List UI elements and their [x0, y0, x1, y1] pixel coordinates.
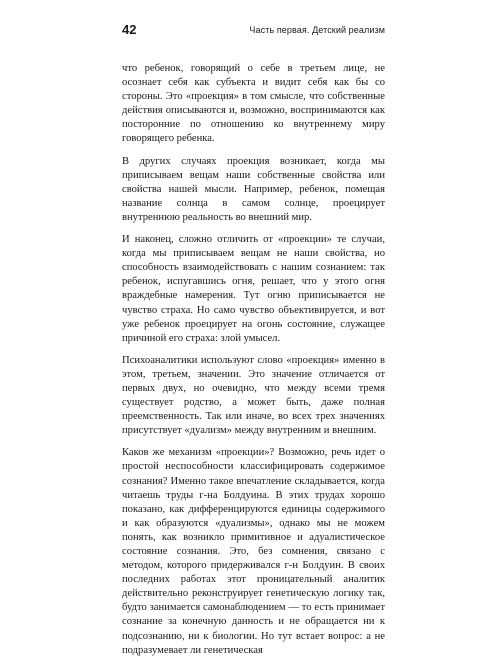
- paragraph-5: Каков же механизм «проекции»? Возможно, речь идет о простой неспособности классифицировать содержимое сознания? Именно такое впечатление складывается, когда читаешь труды г-на Болдуина. В этих трудах хорошо показано, как дифференцируются единицы содержимого и как образуются «дуализмы», однако мы не можем понять, как возникло примитивное и адуалистическое состояние сознания. Это, без сомнения, связано с методом, которого придерживался г-н Болдуин. В своих последних работах этот проницательный аналитик действительно реконструирует генетическую логику так, будто занимается самонаблюдением — то есть принимает сознание за конечную данность и не обращается ни к подсознанию, ни к биологии. Но тут встает вопрос: а не подразумевает ли генетическая: [122, 447, 385, 656]
- page-body: [122, 62, 385, 666]
- paragraph-4: Психоаналитики используют слово «проекция» именно в этом, третьем, значении. Это значение отличается от первых двух, но очевидно, что между всеми тремя существует родство, а может быть, даже полная преемственность. Так или иначе, во всех трех значениях присутствует «дуализм» между внутренним и внешним.: [122, 354, 385, 437]
- page-number: 42: [122, 22, 137, 37]
- page-header: [122, 21, 385, 39]
- paragraph-2: В других случаях проекция возникает, когда мы приписываем вещам наши собственные свойства или свойства нашей мысли. Например, ребенок, помещая название солнца в самом солнце, проецирует внутреннюю реальность во внешний мир.: [122, 155, 385, 223]
- paragraph-1: что ребенок, говорящий о себе в третьем лице, не осознает себя как субъекта и видит себя как бы со стороны. Это «проекция» в том смысле, что собственные действия описываются и, возможно, воспринимаются как посторонние по отношению ко внутреннему миру говорящего ребенка.: [122, 63, 385, 145]
- paragraph-3: И наконец, сложно отличить от «проекции» те случаи, когда мы приписываем вещам не наши свойства, но способность взаимодействовать с нашим сознанием: так ребенок, испугавшись огня, решает, что у этого огня враждебные намерения. Тут огню приписывается не чувство страха. Но само чувство объективируется, и вот уже ребенок проецирует на огонь состояние, служащее причиной его страха: злой умысел.: [122, 234, 385, 344]
- running-head: Часть первая. Детский реализм: [249, 25, 385, 35]
